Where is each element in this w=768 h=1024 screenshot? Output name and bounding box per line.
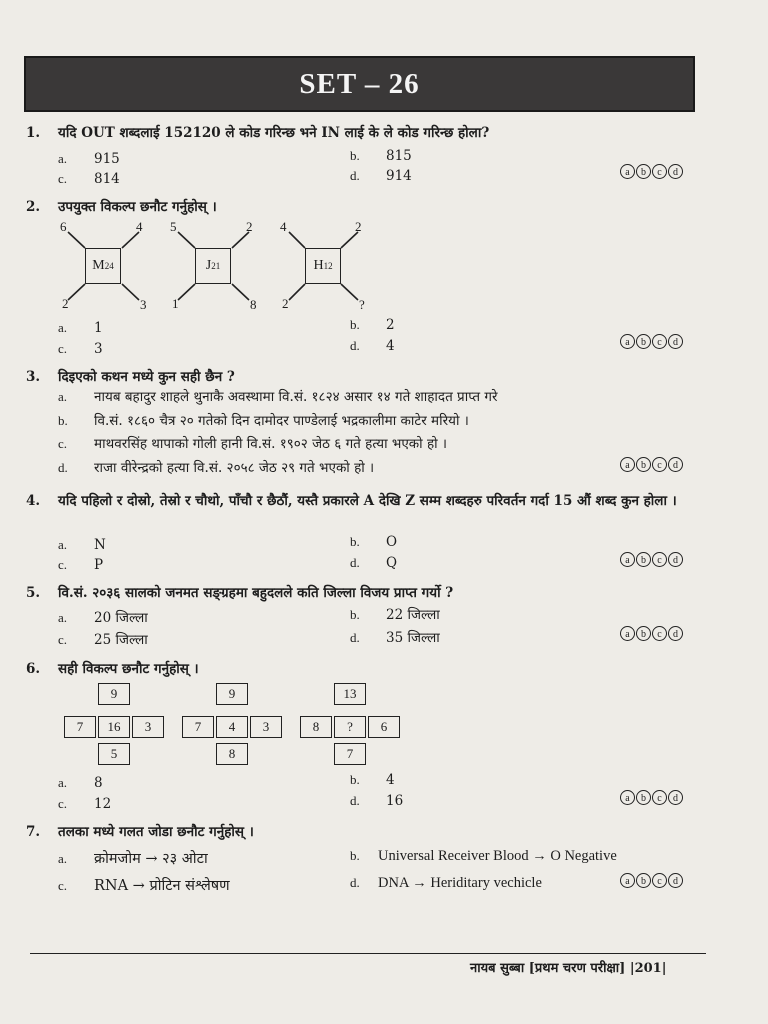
- corner-number: 4: [280, 219, 287, 234]
- corner-number: 4: [136, 219, 143, 234]
- option-c[interactable]: c. P: [58, 557, 104, 573]
- option-c[interactable]: c. माथवरसिंह थापाको गोली हानी वि.सं. १९०२ जेठ ६ गते हत्या भएको हो ।: [58, 436, 448, 452]
- bubble-b[interactable]: b: [636, 334, 651, 349]
- corner-number: 5: [170, 219, 177, 234]
- bubble-d[interactable]: d: [668, 873, 683, 888]
- bubble-c[interactable]: c: [652, 873, 667, 888]
- question-text: दिइएको कथन मध्ये कुन सही छैन ?: [58, 369, 235, 385]
- grid-cell-bottom: 5: [98, 743, 130, 765]
- bubble-a[interactable]: a: [620, 164, 635, 179]
- option-d[interactable]: d. Q: [350, 555, 398, 571]
- option-c[interactable]: c. 814: [58, 171, 120, 187]
- grid-cell-right: 6: [368, 716, 400, 738]
- option-a[interactable]: a. नायब बहादुर शाहले थुनाकै अवस्थामा वि.सं. १८२४ असार १४ गते शाहादत प्राप्त गरे: [58, 389, 498, 405]
- bubble-c[interactable]: c: [652, 790, 667, 805]
- bubble-a[interactable]: a: [620, 457, 635, 472]
- question-6: [26, 660, 716, 678]
- corner-number: 3: [140, 297, 147, 312]
- answer-bubbles: [620, 552, 683, 567]
- bubble-d[interactable]: d: [668, 552, 683, 567]
- option-b[interactable]: b. 815: [350, 148, 412, 164]
- question-number: 2.: [26, 199, 41, 215]
- bubble-c[interactable]: c: [652, 626, 667, 641]
- question-number: 4.: [26, 493, 41, 509]
- bubble-b[interactable]: b: [636, 873, 651, 888]
- grid-cell-right: 3: [132, 716, 164, 738]
- bubble-d[interactable]: d: [668, 790, 683, 805]
- bubble-c[interactable]: c: [652, 552, 667, 567]
- option-a[interactable]: a. 20 जिल्ला: [58, 610, 148, 626]
- bubble-b[interactable]: b: [636, 790, 651, 805]
- grid-cell-left: 7: [64, 716, 96, 738]
- figure-box-j: J 21: [195, 248, 231, 284]
- question-text: उपयुक्त विकल्प छनौट गर्नुहोस् ।: [58, 199, 217, 215]
- option-c[interactable]: c. 12: [58, 796, 112, 812]
- question-7: [26, 823, 716, 841]
- bubble-d[interactable]: d: [668, 457, 683, 472]
- corner-number: 2: [282, 296, 289, 311]
- grid-cell-top: 13: [334, 683, 366, 705]
- option-b[interactable]: b. 22 जिल्ला: [350, 607, 440, 623]
- question-number: 1.: [26, 125, 41, 141]
- question-5: [26, 584, 716, 602]
- figure-box-m: M 24: [85, 248, 121, 284]
- option-d[interactable]: d. राजा वीरेन्द्रको हत्या वि.सं. २०५८ जेठ २९ गते भएको हो ।: [58, 460, 375, 476]
- answer-bubbles: [620, 790, 683, 805]
- question-text: सही विकल्प छनौट गर्नुहोस् ।: [58, 661, 199, 677]
- footer-divider: [30, 953, 706, 954]
- figure-box-h: H 12: [305, 248, 341, 284]
- option-b[interactable]: b. Universal Receiver Blood → O Negative: [350, 848, 617, 864]
- option-d[interactable]: d. 16: [350, 793, 404, 809]
- option-b[interactable]: b. 2: [350, 317, 395, 333]
- corner-number: 8: [250, 297, 257, 312]
- question-number: 3.: [26, 369, 41, 385]
- grid-cell-right: 3: [250, 716, 282, 738]
- bubble-b[interactable]: b: [636, 626, 651, 641]
- option-d[interactable]: d. 4: [350, 338, 395, 354]
- bubble-c[interactable]: c: [652, 164, 667, 179]
- option-c[interactable]: c. RNA → प्रोटिन संश्लेषण: [58, 878, 230, 894]
- question-text: वि.सं. २०३६ सालको जनमत सङ्ग्रहमा बहुदलले कति जिल्ला विजय प्राप्त गर्यो ?: [58, 585, 454, 601]
- option-b[interactable]: b. O: [350, 534, 398, 550]
- option-d[interactable]: d. 914: [350, 168, 412, 184]
- bubble-b[interactable]: b: [636, 164, 651, 179]
- question-text: तलका मध्ये गलत जोडा छनौट गर्नुहोस् ।: [58, 824, 254, 840]
- question-number: 6.: [26, 661, 41, 677]
- corner-number: 6: [60, 219, 67, 234]
- option-b[interactable]: b. वि.सं. १८६० चैत्र २० गतेको दिन दामोदर पाण्डेलाई भद्रकालीमा काटेर मरियो ।: [58, 413, 469, 429]
- question-text: यदि OUT शब्दलाई 152120 ले कोड गरिन्छ भने IN लाई के ले कोड गरिन्छ होला?: [58, 125, 490, 141]
- bubble-a[interactable]: a: [620, 552, 635, 567]
- option-d[interactable]: d. DNA → Heriditary vechicle: [350, 875, 542, 891]
- corner-number: ?: [359, 297, 365, 312]
- page-footer: नायब सुब्बा [प्रथम चरण परीक्षा] |201|: [470, 961, 667, 976]
- option-d[interactable]: d. 35 जिल्ला: [350, 630, 440, 646]
- bubble-b[interactable]: b: [636, 552, 651, 567]
- bubble-a[interactable]: a: [620, 334, 635, 349]
- question-number: 7.: [26, 824, 41, 840]
- grid-cell-bottom: 8: [216, 743, 248, 765]
- option-a[interactable]: a. 8: [58, 775, 103, 791]
- grid-cell-center: 4: [216, 716, 248, 738]
- bubble-a[interactable]: a: [620, 790, 635, 805]
- option-b[interactable]: b. 4: [350, 772, 395, 788]
- bubble-d[interactable]: d: [668, 164, 683, 179]
- grid-cell-bottom: 7: [334, 743, 366, 765]
- option-a[interactable]: a. N: [58, 537, 106, 553]
- question-text: यदि पहिलो र दोस्रो, तेस्रो र चौथो, पाँचौ र छैठौं, यस्तै प्रकारले A देखि Z सम्म शब्दहरु परिवर्तन गर्दा 15 औं शब्द कुन होला ।: [58, 493, 677, 509]
- corner-number: 1: [172, 296, 179, 311]
- bubble-d[interactable]: d: [668, 626, 683, 641]
- option-a[interactable]: a. क्रोमजोम → २३ ओटा: [58, 851, 208, 867]
- answer-bubbles: [620, 457, 683, 472]
- bubble-b[interactable]: b: [636, 457, 651, 472]
- corner-number: 2: [355, 219, 362, 234]
- answer-bubbles: [620, 626, 683, 641]
- answer-bubbles: [620, 334, 683, 349]
- grid-cell-left: 8: [300, 716, 332, 738]
- set-title: SET – 26: [299, 67, 420, 100]
- grid-cell-center: 16: [98, 716, 130, 738]
- grid-cell-top: 9: [98, 683, 130, 705]
- bubble-d[interactable]: d: [668, 334, 683, 349]
- bubble-c[interactable]: c: [652, 457, 667, 472]
- option-a[interactable]: a. 915: [58, 151, 120, 167]
- option-c[interactable]: c. 3: [58, 341, 103, 357]
- question-number: 5.: [26, 585, 41, 601]
- option-c[interactable]: c. 25 जिल्ला: [58, 632, 148, 648]
- corner-number: 2: [246, 219, 253, 234]
- bubble-a[interactable]: a: [620, 626, 635, 641]
- question-3: [26, 368, 716, 386]
- answer-bubbles: [620, 873, 683, 888]
- question-4: [26, 492, 716, 510]
- grid-cell-center: ?: [334, 716, 366, 738]
- grid-cell-top: 9: [216, 683, 248, 705]
- corner-number: 2: [62, 296, 69, 311]
- option-a[interactable]: a. 1: [58, 320, 103, 336]
- bubble-a[interactable]: a: [620, 873, 635, 888]
- grid-cell-left: 7: [182, 716, 214, 738]
- bubble-c[interactable]: c: [652, 334, 667, 349]
